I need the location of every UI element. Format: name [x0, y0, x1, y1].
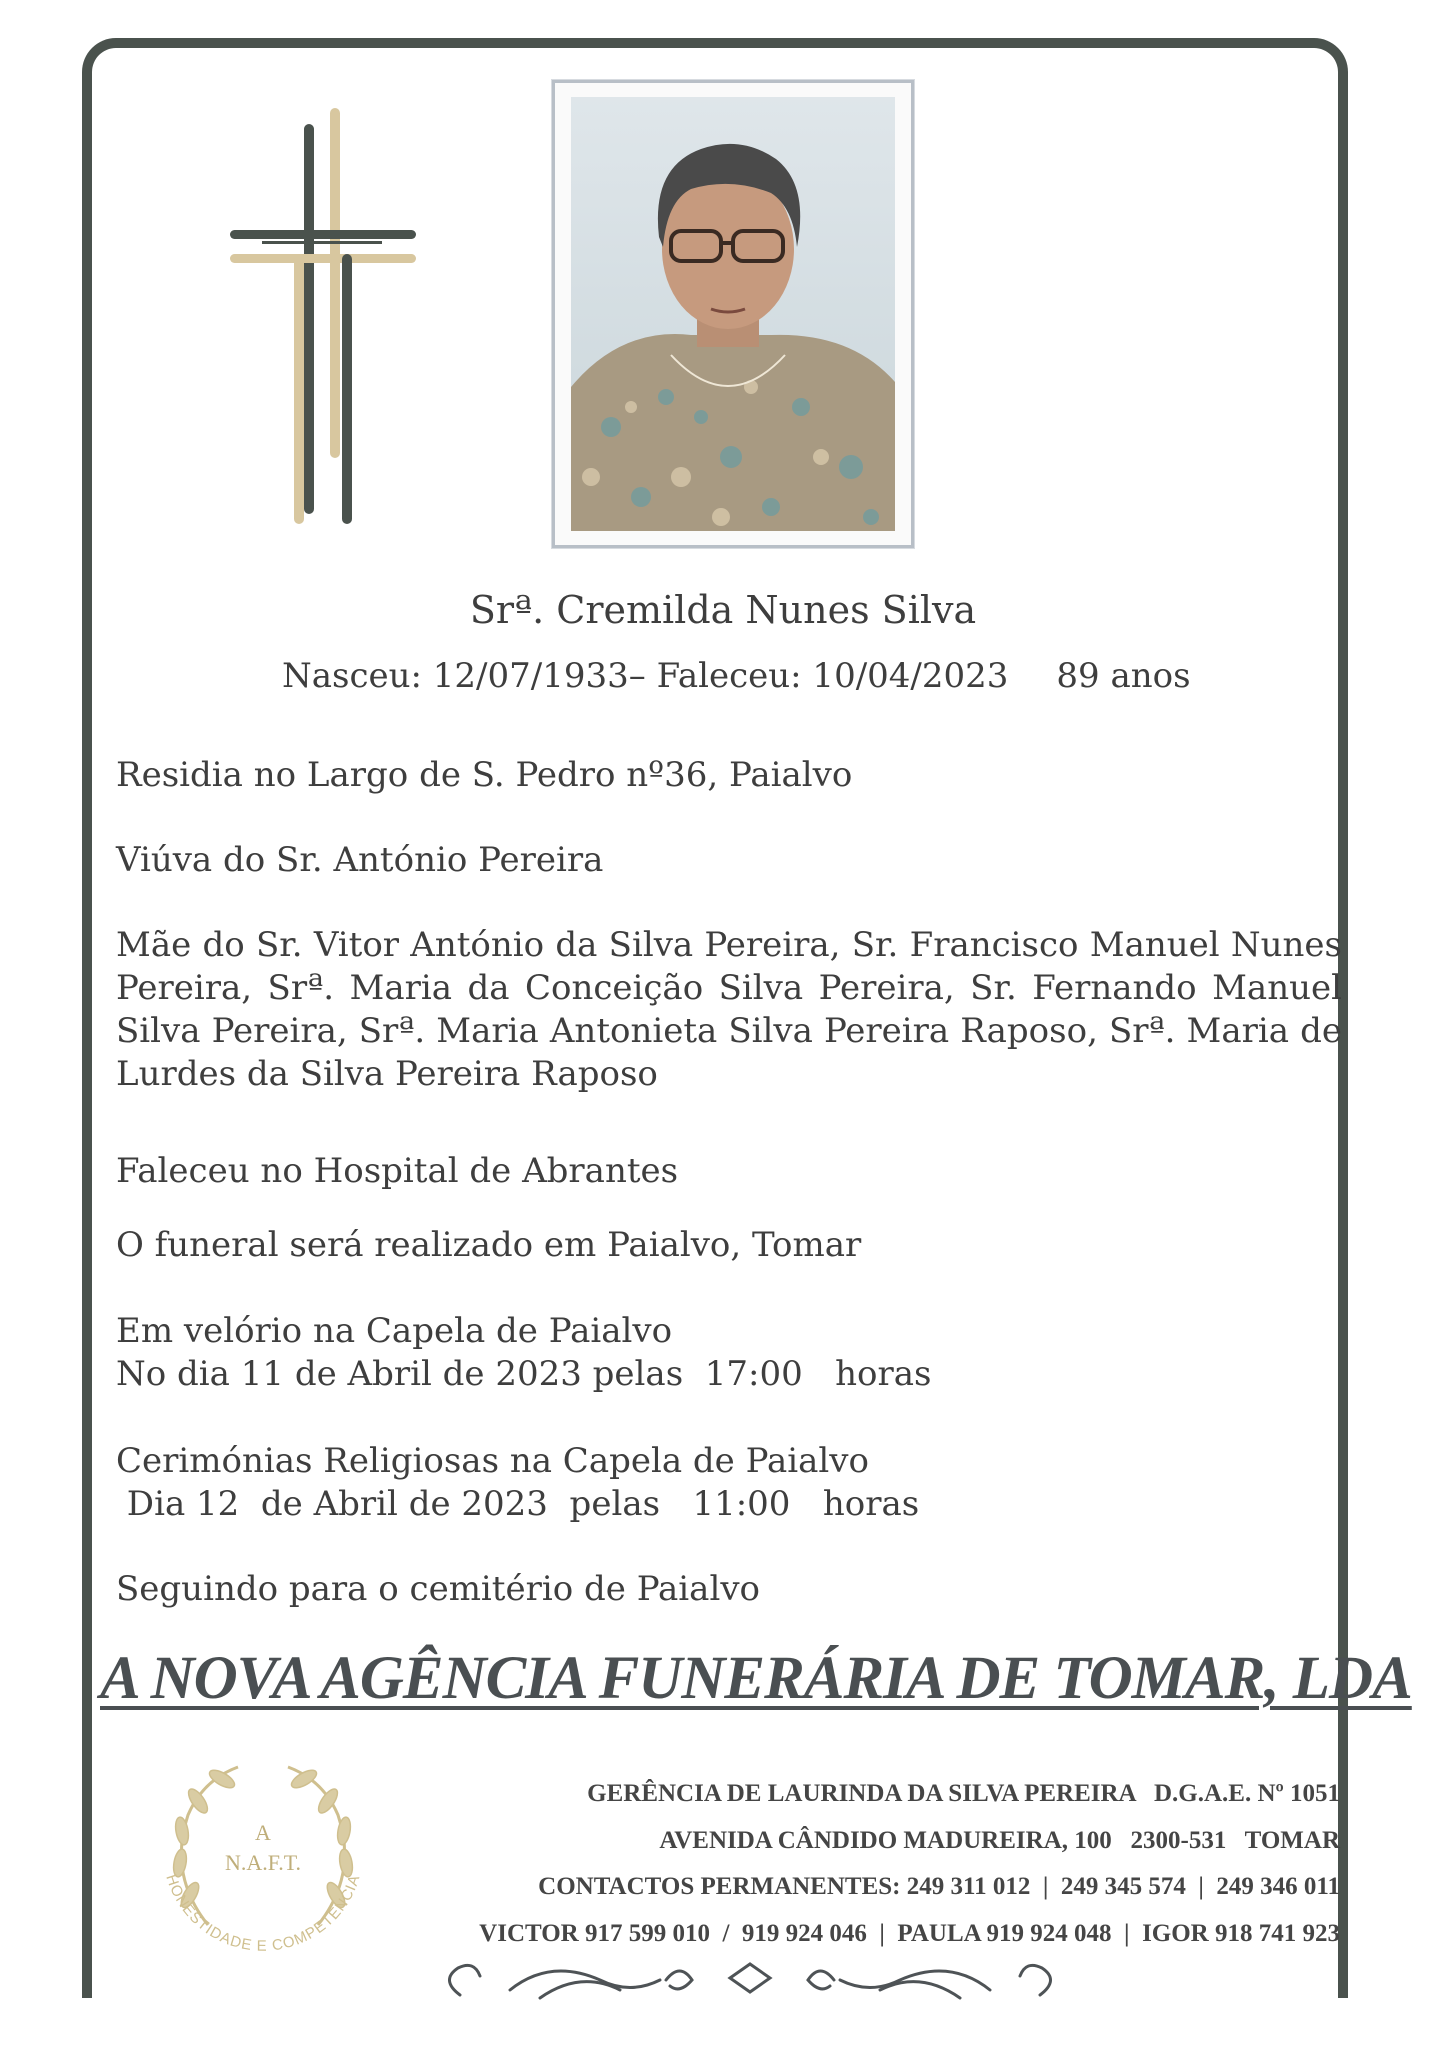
wake-location-text: Em velório na Capela de Paialvo	[116, 1311, 673, 1351]
decorative-flourish	[430, 1950, 1070, 2020]
seal-letter: A	[255, 1820, 271, 1845]
portrait-photo	[571, 97, 895, 531]
portrait-frame	[552, 80, 914, 548]
agency-contacts: CONTACTOS PERMANENTES: 249 311 012 | 249 345 574 | 249 346 011	[538, 1873, 1340, 1900]
seal-acronym: N.A.F.T.	[224, 1850, 302, 1875]
agency-management: GERÊNCIA DE LAURINDA DA SILVA PEREIRA D.G.A.E. Nº 1051	[587, 1780, 1340, 1807]
birth-death-dates: Nasceu: 12/07/1933– Faleceu: 10/04/2023	[282, 656, 1009, 696]
life-dates	[282, 656, 1262, 696]
death-place-text: Faleceu no Hospital de Abrantes	[116, 1151, 679, 1191]
age: 89 anos	[1056, 656, 1191, 696]
ceremony-location-text: Cerimónias Religiosas na Capela de Paialvo	[116, 1441, 869, 1481]
burial-text: Seguindo para o cemitério de Paialvo	[116, 1569, 761, 1609]
children-text: Mãe do Sr. Vitor António da Silva Pereira, Sr. Francisco Manuel Nunes Pereira, Srª. Maria da Conceição Silva Pereira, Sr. Fernando Manuel Silva Pereira, Srª. Maria Antonieta Silva Pereira Raposo, Srª. Maria de Lurdes da Silva Pereira Raposo	[116, 925, 1342, 1094]
ceremony-time-text: Dia 12 de Abril de 2023 pelas 11:00 horas	[116, 1484, 920, 1524]
deceased-name: Srª. Cremilda Nunes Silva	[469, 588, 977, 632]
wake-time-text: No dia 11 de Abril de 2023 pelas 17:00 horas	[116, 1354, 932, 1394]
funeral-text: O funeral será realizado em Paialvo, Tomar	[116, 1225, 862, 1265]
seal-motto: HONESTIDADE E COMPETÊNCIA	[162, 1872, 364, 1955]
agency-name: A NOVA AGÊNCIA FUNERÁRIA DE TOMAR, LDA	[100, 1645, 1412, 1712]
staff-contacts: VICTOR 917 599 010 / 919 924 046 | PAULA 919 924 048 | IGOR 918 741 923	[479, 1920, 1340, 1947]
naft-seal-logo	[148, 1745, 378, 1975]
cross-icon	[222, 104, 422, 524]
residence-text: Residia no Largo de S. Pedro nº36, Paialvo	[116, 755, 853, 795]
widow-text: Viúva do Sr. António Pereira	[116, 840, 604, 880]
agency-address: AVENIDA CÂNDIDO MADUREIRA, 100 2300-531 TOMAR	[659, 1827, 1340, 1854]
